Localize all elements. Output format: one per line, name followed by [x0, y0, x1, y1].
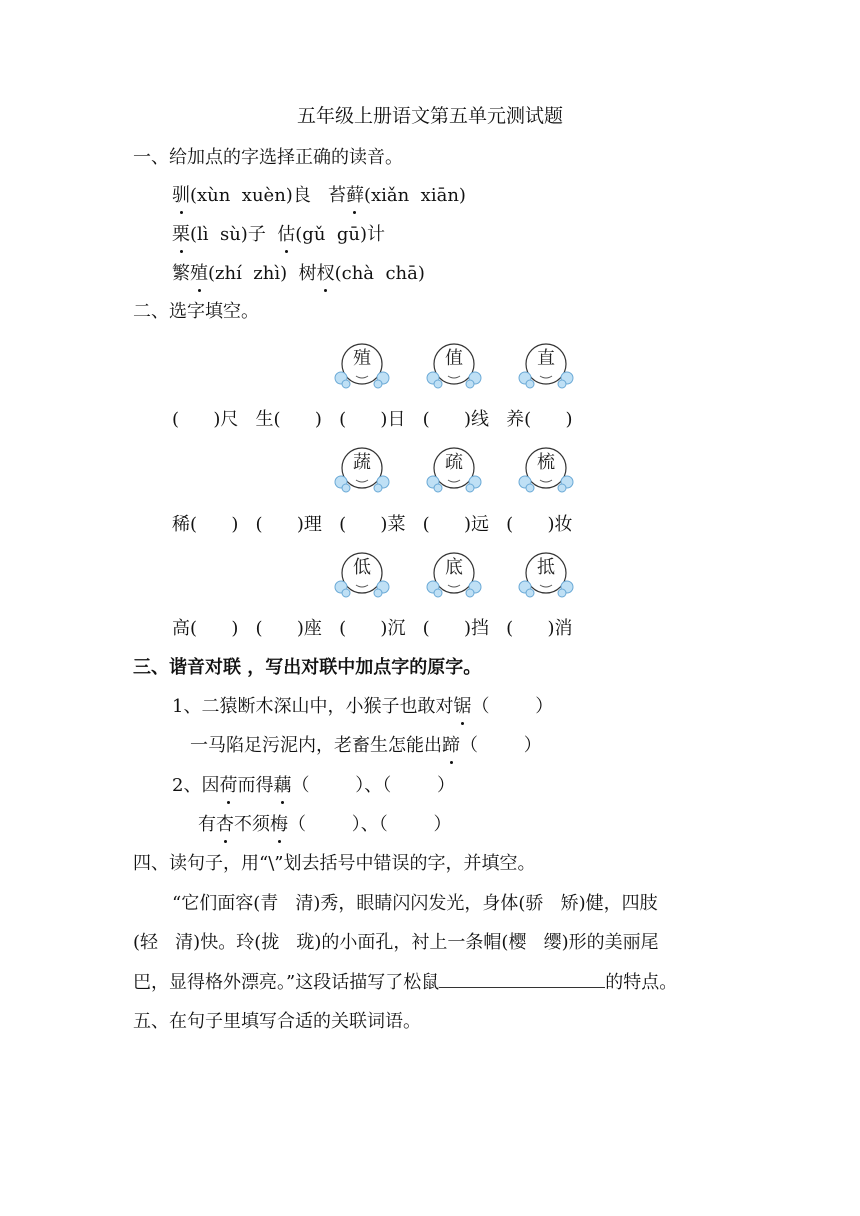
section-1-heading: 一、给加点的字选择正确的读音。 — [133, 147, 403, 168]
char-bubble: 值 — [425, 340, 483, 392]
char-bubble: 殖 — [333, 340, 391, 392]
couplet-line-1: 1、二猿断木深山中，小猴子也敢对锯（ ） — [172, 694, 553, 720]
dotted-char: 栗 — [172, 222, 190, 248]
fill-line-3: 高( ) ( )座 ( )沉 ( )挡 ( )消 — [172, 618, 573, 639]
passage-line-1: “它们面容(青 清)秀，眼睛闪闪发光，身体(骄 矫)健，四肢 — [172, 893, 658, 914]
fill-line-1: ( )尺 生( ) ( )日 ( )线 养( ) — [172, 409, 573, 430]
passage-line-3: 巴，显得格外漂亮。”这段话描写了松鼠 的特点。 — [133, 969, 677, 996]
char-bubble: 蔬 — [333, 444, 391, 496]
dotted-char: 殖 — [190, 261, 208, 287]
passage-line-2: (轻 清)快。玲(拢 珑)的小面孔，衬上一条帽(樱 缨)形的美丽尾 — [133, 932, 659, 953]
char-bubble: 疏 — [425, 444, 483, 496]
section-3-heading: 三、谐音对联 ，写出对联中加点字的原字。 — [133, 657, 482, 678]
pinyin-line-2: 栗(lì sù)子 估(gǔ gū)计 — [172, 222, 385, 248]
dotted-char: 藓 — [346, 183, 364, 209]
char-bubble: 梳 — [517, 444, 575, 496]
pinyin-line-1: 驯(xùn xuèn)良 苔藓(xiǎn xiān) — [172, 183, 466, 209]
dotted-char: 梅 — [270, 812, 288, 838]
section-5-heading: 五、在句子里填写合适的关联词语。 — [133, 1011, 421, 1032]
couplet-line-4: 有杏不须梅（ ）、（ ） — [198, 812, 452, 838]
dotted-char: 锯 — [453, 694, 471, 720]
dotted-char: 杏 — [216, 812, 234, 838]
char-bubble: 低 — [333, 549, 391, 601]
char-bubble: 直 — [517, 340, 575, 392]
dotted-char: 杈 — [317, 261, 335, 287]
page-title: 五年级上册语文第五单元测试题 — [296, 105, 563, 127]
couplet-line-3: 2、因荷而得藕（ ）、（ ） — [172, 773, 455, 799]
answer-blank[interactable] — [439, 969, 605, 988]
char-bubble: 抵 — [517, 549, 575, 601]
dotted-char: 估 — [277, 222, 295, 248]
section-4-heading: 四、读句子，用“\”划去括号中错误的字，并填空。 — [133, 853, 536, 874]
pinyin-line-3: 繁殖(zhí zhì) 树杈(chà chā) — [172, 261, 425, 287]
fill-line-2: 稀( ) ( )理 ( )菜 ( )远 ( )妆 — [172, 514, 573, 535]
dotted-char: 蹄 — [442, 733, 460, 759]
char-bubble: 底 — [425, 549, 483, 601]
dotted-char: 荷 — [219, 773, 237, 799]
couplet-line-2: 一马陷足污泥内，老畜生怎能出蹄（ ） — [190, 733, 542, 759]
dotted-char: 驯 — [172, 183, 190, 209]
section-2-heading: 二、选字填空。 — [133, 301, 259, 322]
dotted-char: 藕 — [273, 773, 291, 799]
